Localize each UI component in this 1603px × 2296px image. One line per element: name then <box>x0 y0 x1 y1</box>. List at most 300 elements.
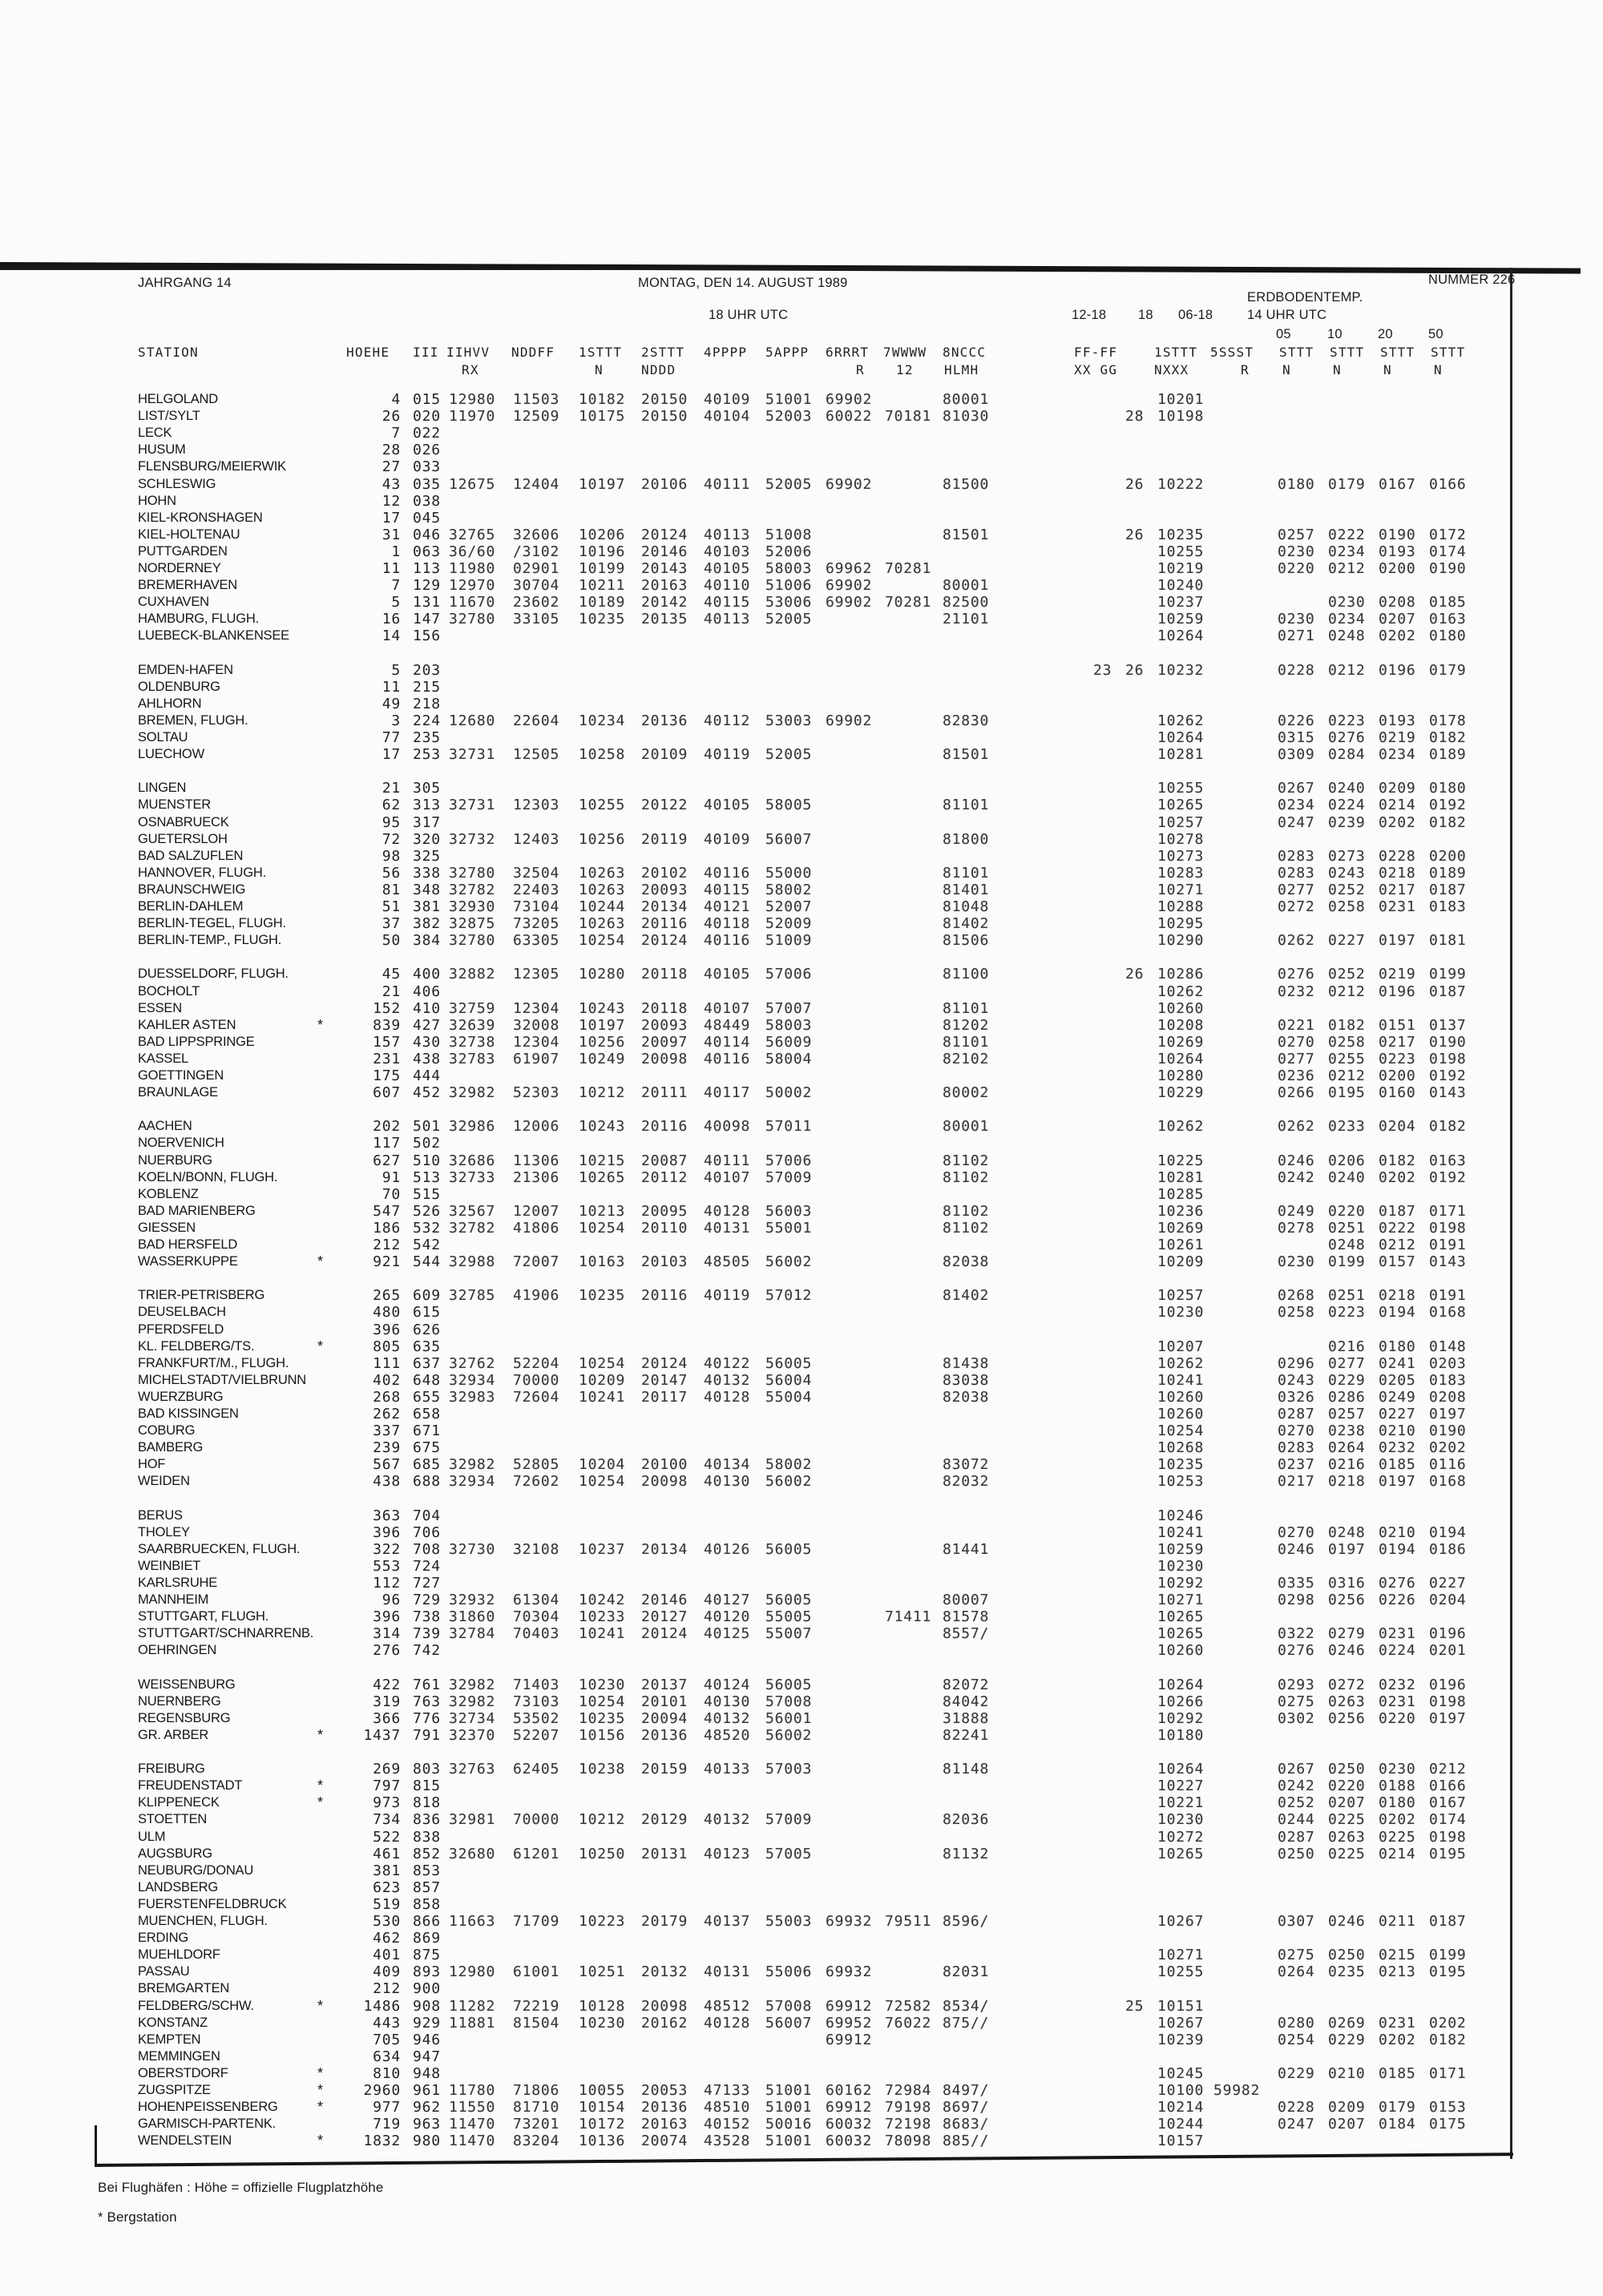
synop-group-0: 32988 <box>449 1253 496 1271</box>
table-row <box>0 594 1603 611</box>
soil-temp-05: 0296 <box>1278 1354 1315 1372</box>
station-code: 510 <box>413 1152 441 1169</box>
synop-group-6: 69902 <box>826 475 873 493</box>
soil-temp-10: 0235 <box>1328 1963 1366 1981</box>
station-height: 402 <box>373 1371 401 1389</box>
station-height: 276 <box>373 1642 401 1660</box>
synop-group-3: 20150 <box>641 408 688 426</box>
station-height: 381 <box>373 1862 401 1879</box>
synop-group-4: 40114 <box>704 1033 751 1051</box>
mountain-station-marker: * <box>317 1016 324 1033</box>
soil-temp-10: 0227 <box>1328 932 1366 950</box>
soil-temp-05: 0217 <box>1278 1473 1315 1491</box>
station-name: BRAUNSCHWEIG <box>138 882 246 897</box>
soil-temp-50: 0181 <box>1429 932 1467 950</box>
soil-temp-05: 0307 <box>1278 1913 1315 1930</box>
station-height: 5 <box>391 594 401 611</box>
table-row <box>0 2082 1603 2099</box>
temp-nxxx: 10267 <box>1157 1913 1205 1930</box>
station-code: 688 <box>413 1473 441 1491</box>
station-height: 1437 <box>363 1726 401 1744</box>
synop-group-2: 10211 <box>579 577 626 595</box>
synop-group-2: 10230 <box>579 2014 626 2032</box>
station-name: KARLSRUHE <box>138 1576 218 1590</box>
synop-group-5: 52006 <box>765 543 813 560</box>
synop-group-3: 20093 <box>641 881 688 898</box>
station-height: 11 <box>382 678 401 696</box>
synop-group-2: 10235 <box>579 611 626 628</box>
col-r: R <box>856 362 865 377</box>
synop-group-0: 32731 <box>449 746 496 764</box>
synop-group-3: 20101 <box>641 1693 688 1710</box>
station-height: 91 <box>382 1168 401 1186</box>
synop-group-0: 32639 <box>449 1016 496 1034</box>
synop-group-4: 40118 <box>704 915 751 933</box>
station-height: 973 <box>373 1794 401 1812</box>
station-name: TRIER-PETRISBERG <box>138 1288 265 1303</box>
soil-temp-50: 0201 <box>1429 1642 1467 1660</box>
soil-temp-10: 0269 <box>1328 2014 1366 2032</box>
table-row <box>0 2015 1603 2032</box>
soil-temp-05: 0262 <box>1278 1118 1315 1136</box>
synop-group-4: 40107 <box>704 999 751 1017</box>
table-row <box>0 1152 1603 1169</box>
synop-group-0: 11550 <box>449 2099 496 2116</box>
table-row <box>0 2032 1603 2048</box>
soil-temp-50: 0174 <box>1429 1811 1467 1829</box>
soil-temp-05: 0252 <box>1278 1794 1315 1812</box>
soil-temp-05: 0262 <box>1278 932 1315 950</box>
station-height: 921 <box>373 1253 401 1271</box>
station-code: 113 <box>413 560 441 577</box>
station-name: HOF <box>138 1457 166 1472</box>
synop-group-0: 32734 <box>449 1709 496 1727</box>
station-name: WENDELSTEIN <box>138 2133 232 2149</box>
station-code: 045 <box>413 509 441 527</box>
synop-group-4: 40125 <box>704 1625 751 1643</box>
station-code: 526 <box>413 1202 441 1220</box>
synop-group-4: 40109 <box>704 391 751 408</box>
soil-temp-50: 0175 <box>1429 2116 1467 2133</box>
depth-50: 50 <box>1428 327 1444 341</box>
synop-group-1: 81504 <box>513 2014 560 2032</box>
synop-group-2: 10243 <box>579 999 626 1017</box>
soil-temp-50: 0203 <box>1429 1354 1467 1372</box>
synop-group-5: 56009 <box>765 1033 813 1051</box>
station-code: 818 <box>413 1794 441 1812</box>
soil-temp-20: 0160 <box>1379 1084 1416 1102</box>
synop-group-2: 10189 <box>579 594 626 611</box>
soil-temp-20: 0276 <box>1379 1575 1416 1592</box>
soil-temp-50: 0166 <box>1429 475 1467 493</box>
journal-volume: JAHRGANG 14 <box>138 276 232 290</box>
synop-group-5: 52003 <box>765 408 813 426</box>
station-height: 314 <box>373 1625 401 1643</box>
temp-nxxx: 10260 <box>1157 1642 1205 1660</box>
soil-temp-05: 0278 <box>1278 1219 1315 1237</box>
synop-group-2: 10235 <box>579 1287 626 1305</box>
temp-nxxx: 10271 <box>1157 1592 1205 1609</box>
station-height: 567 <box>373 1456 401 1474</box>
synop-group-1: 71403 <box>513 1676 560 1693</box>
table-row <box>0 2065 1603 2082</box>
station-code: 532 <box>413 1219 441 1237</box>
station-height: 16 <box>382 611 401 628</box>
station-code: 738 <box>413 1608 441 1626</box>
soil-temp-20: 0194 <box>1379 1304 1416 1322</box>
soil-temp-10: 0179 <box>1328 475 1366 493</box>
soil-temp-05: 0302 <box>1278 1709 1315 1727</box>
synop-group-0: 11282 <box>449 1997 496 2015</box>
table-row <box>0 898 1603 915</box>
station-name: KOBLENZ <box>138 1186 199 1201</box>
station-name: ULM <box>138 1829 166 1844</box>
temp-nxxx: 10292 <box>1157 1709 1205 1727</box>
table-row <box>0 1322 1603 1338</box>
temp-nxxx: 10259 <box>1157 1540 1205 1558</box>
synop-group-3: 20093 <box>641 1016 688 1034</box>
soil-temp-20: 0214 <box>1379 1845 1416 1862</box>
synop-group-3: 20118 <box>641 999 688 1017</box>
station-name: BAD SALZUFLEN <box>138 848 244 863</box>
synop-group-3: 20111 <box>641 1084 688 1102</box>
soil-temp-10: 0220 <box>1328 1202 1366 1220</box>
wind-gg: 26 <box>1125 526 1145 543</box>
col-2sttt: 2STTT <box>641 345 685 360</box>
synop-group-3: 20159 <box>641 1761 688 1778</box>
temp-nxxx: 10244 <box>1157 2116 1205 2133</box>
soil-temp-05: 0244 <box>1278 1811 1315 1829</box>
synop-group-5: 56007 <box>765 2014 813 2032</box>
synop-group-2: 10237 <box>579 1540 626 1558</box>
synop-group-4: 48505 <box>704 1253 751 1271</box>
synop-group-5: 55005 <box>765 1608 813 1626</box>
synop-group-3: 20150 <box>641 391 688 408</box>
sunshine-5ssst: 59982 <box>1213 2082 1261 2099</box>
synop-group-4: 40134 <box>704 1456 751 1474</box>
soil-temp-50: 0168 <box>1429 1304 1467 1322</box>
temp-nxxx: 10292 <box>1157 1575 1205 1592</box>
synop-group-8: 81578 <box>943 1608 990 1626</box>
table-row <box>0 442 1603 458</box>
col-5ssst: 5SSST <box>1210 345 1254 360</box>
soil-temp-10: 0212 <box>1328 983 1366 1000</box>
table-row <box>0 1608 1603 1625</box>
synop-group-0: 32782 <box>449 881 496 898</box>
soil-temp-50: 0116 <box>1429 1456 1467 1474</box>
station-height: 112 <box>373 1575 401 1592</box>
temp-nxxx: 10230 <box>1157 1811 1205 1829</box>
synop-group-3: 20163 <box>641 577 688 595</box>
station-code: 869 <box>413 1930 441 1947</box>
table-row <box>0 746 1603 763</box>
synop-group-0: 12675 <box>449 475 496 493</box>
station-height: 21 <box>382 780 401 797</box>
mountain-station-marker: * <box>317 2064 324 2081</box>
issue-number: NUMMER 226 <box>1428 272 1516 287</box>
mountain-station-marker: * <box>317 2133 324 2149</box>
synop-group-1: 61001 <box>513 1963 560 1981</box>
station-code: 658 <box>413 1406 441 1422</box>
synop-group-2: 10238 <box>579 1761 626 1778</box>
synop-group-2: 10215 <box>579 1152 626 1169</box>
station-height: 72 <box>382 830 401 848</box>
synop-group-8: 81501 <box>943 526 990 543</box>
synop-group-8: 81102 <box>943 1202 990 1220</box>
synop-group-8: 82038 <box>943 1388 990 1406</box>
soil-temp-50: 0195 <box>1429 1963 1467 1981</box>
station-height: 14 <box>382 627 401 645</box>
station-code: 961 <box>413 2082 441 2099</box>
synop-group-4: 40128 <box>704 1388 751 1406</box>
synop-group-2: 10250 <box>579 1845 626 1862</box>
station-name: COBURG <box>138 1423 196 1439</box>
synop-group-3: 20124 <box>641 1354 688 1372</box>
table-row <box>0 1473 1603 1490</box>
soil-temp-10: 0251 <box>1328 1287 1366 1305</box>
station-code: 963 <box>413 2116 441 2133</box>
synop-group-0: 32731 <box>449 797 496 814</box>
table-row <box>0 425 1603 442</box>
station-code: 406 <box>413 983 441 1000</box>
soil-temp-50: 0163 <box>1429 1152 1467 1169</box>
soil-temp-10: 0207 <box>1328 1794 1366 1812</box>
soil-temp-20: 0208 <box>1379 594 1416 611</box>
col-ff-ff: FF-FF <box>1074 345 1118 360</box>
station-code: 947 <box>413 2048 441 2065</box>
synop-group-3: 20102 <box>641 864 688 882</box>
synop-group-4: 48520 <box>704 1726 751 1744</box>
soil-temp-20: 0190 <box>1379 526 1416 543</box>
station-name: BREMGARTEN <box>138 1981 230 1996</box>
soil-temp-10: 0234 <box>1328 543 1366 560</box>
synop-group-0: 12980 <box>449 1963 496 1981</box>
soil-temp-05: 0243 <box>1278 1371 1315 1389</box>
station-code: 739 <box>413 1625 441 1643</box>
synop-group-1: 21306 <box>513 1168 560 1186</box>
soil-temp-20: 0232 <box>1379 1439 1416 1457</box>
synop-group-3: 20116 <box>641 1118 688 1136</box>
col-4pppp: 4PPPP <box>704 345 748 360</box>
synop-group-6: 69902 <box>826 391 873 408</box>
station-name: WEIDEN <box>138 1474 190 1489</box>
station-height: 2960 <box>363 2082 401 2099</box>
synop-group-0: 31860 <box>449 1608 496 1626</box>
soil-temp-10: 0251 <box>1328 1219 1366 1237</box>
soil-temp-50: 0197 <box>1429 1709 1467 1727</box>
station-code: 035 <box>413 475 441 493</box>
temp-nxxx: 10259 <box>1157 611 1205 628</box>
col-sttt-10: STTT <box>1330 345 1365 360</box>
synop-group-7: 72198 <box>885 2116 932 2133</box>
temp-nxxx: 10235 <box>1157 1456 1205 1474</box>
station-code: 015 <box>413 391 441 408</box>
table-row <box>0 1304 1603 1321</box>
station-height: 31 <box>382 526 401 543</box>
soil-temp-50: 0187 <box>1429 983 1467 1000</box>
synop-group-2: 10154 <box>579 2099 626 2116</box>
station-name: NUERBURG <box>138 1152 212 1168</box>
table-row <box>0 1693 1603 1710</box>
temp-nxxx: 10241 <box>1157 1371 1205 1389</box>
temp-nxxx: 10240 <box>1157 577 1205 595</box>
station-code: 020 <box>413 408 441 426</box>
synop-group-5: 56002 <box>765 1726 813 1744</box>
soil-temp-50: 0192 <box>1429 797 1467 814</box>
temp-nxxx: 10269 <box>1157 1033 1205 1051</box>
synop-group-2: 10280 <box>579 966 626 983</box>
soil-temp-20: 0200 <box>1379 1067 1416 1084</box>
table-row <box>0 1998 1603 2015</box>
station-code: 382 <box>413 915 441 933</box>
temp-nxxx: 10219 <box>1157 560 1205 577</box>
station-name: BAMBERG <box>138 1440 204 1455</box>
soil-temp-10: 0233 <box>1328 1118 1366 1136</box>
table-row <box>0 1761 1603 1777</box>
station-height: 396 <box>373 1608 401 1626</box>
station-height: 1832 <box>363 2133 401 2150</box>
synop-group-3: 20124 <box>641 932 688 950</box>
synop-group-1: 12305 <box>513 966 560 983</box>
soil-temp-05: 0322 <box>1278 1625 1315 1643</box>
temp-nxxx: 10265 <box>1157 1625 1205 1643</box>
station-height: 157 <box>373 1033 401 1051</box>
temp-nxxx: 10262 <box>1157 1354 1205 1372</box>
synop-group-2: 10213 <box>579 1202 626 1220</box>
temp-nxxx: 10264 <box>1157 1050 1205 1067</box>
synop-group-8: 8596/ <box>943 1913 990 1930</box>
synop-group-3: 20103 <box>641 1253 688 1271</box>
station-code: 452 <box>413 1084 441 1102</box>
synop-group-4: 40116 <box>704 1050 751 1067</box>
station-height: 231 <box>373 1050 401 1067</box>
station-name: CUXHAVEN <box>138 595 209 610</box>
table-row <box>0 1000 1603 1017</box>
synop-group-3: 20053 <box>641 2082 688 2099</box>
table-row <box>0 2116 1603 2133</box>
station-code: 203 <box>413 661 441 679</box>
synop-group-2: 10254 <box>579 1219 626 1237</box>
synop-group-3: 20116 <box>641 1287 688 1305</box>
station-name: HAMBURG, FLUGH. <box>138 611 260 627</box>
synop-group-8: 82072 <box>943 1676 990 1693</box>
soil-temp-10: 0316 <box>1328 1575 1366 1592</box>
synop-group-2: 10128 <box>579 1997 626 2015</box>
col-6rrrt: 6RRRT <box>826 345 870 360</box>
synop-group-6: 69912 <box>826 2031 873 2048</box>
soil-temp-10: 0276 <box>1328 729 1366 746</box>
station-height: 409 <box>373 1963 401 1981</box>
synop-group-0: 32567 <box>449 1202 496 1220</box>
soil-temp-20: 0249 <box>1379 1388 1416 1406</box>
synop-group-4: 40111 <box>704 1152 751 1169</box>
soil-temp-05: 0268 <box>1278 1287 1315 1305</box>
synop-group-3: 20097 <box>641 1033 688 1051</box>
station-name: FREUDENSTADT <box>138 1778 243 1794</box>
soil-temp-50: 0182 <box>1429 1118 1467 1136</box>
synop-group-8: 8497/ <box>943 2082 990 2099</box>
synop-group-4: 40131 <box>704 1963 751 1981</box>
table-row <box>0 1829 1603 1846</box>
synop-group-6: 60022 <box>826 408 873 426</box>
synop-group-0: 32730 <box>449 1540 496 1558</box>
station-name: BERLIN-DAHLEM <box>138 899 244 914</box>
synop-group-0: 32763 <box>449 1761 496 1778</box>
station-code: 946 <box>413 2031 441 2048</box>
station-height: 366 <box>373 1709 401 1727</box>
soil-temp-50: 0171 <box>1429 1202 1467 1220</box>
soil-temp-50: 0189 <box>1429 746 1467 764</box>
soil-temp-50: 0143 <box>1429 1084 1467 1102</box>
station-height: 186 <box>373 1219 401 1237</box>
station-name: WEISSENBURG <box>138 1677 236 1692</box>
station-height: 977 <box>373 2099 401 2116</box>
synop-group-3: 20147 <box>641 1371 688 1389</box>
soil-temp-50: 0183 <box>1429 1371 1467 1389</box>
station-name: BREMEN, FLUGH. <box>138 712 248 728</box>
synop-group-1: 83204 <box>513 2133 560 2150</box>
station-name: MANNHEIM <box>138 1592 209 1608</box>
station-code: 544 <box>413 1253 441 1271</box>
synop-group-0: 32783 <box>449 1050 496 1067</box>
station-code: 655 <box>413 1388 441 1406</box>
synop-group-8: 81202 <box>943 1016 990 1034</box>
soil-temp-50: 0198 <box>1429 1828 1467 1846</box>
temp-nxxx: 10100 <box>1157 2082 1205 2099</box>
soil-temp-50: 0192 <box>1429 1168 1467 1186</box>
soil-temp-20: 0217 <box>1379 1033 1416 1051</box>
synop-group-4: 48510 <box>704 2099 751 2116</box>
synop-group-4: 40122 <box>704 1354 751 1372</box>
synop-group-5: 55000 <box>765 864 813 882</box>
col-n-20: N <box>1383 362 1392 377</box>
temp-nxxx: 10254 <box>1157 1422 1205 1440</box>
station-code: 410 <box>413 999 441 1017</box>
synop-group-3: 20095 <box>641 1202 688 1220</box>
synop-group-2: 10254 <box>579 932 626 950</box>
synop-group-3: 20137 <box>641 1676 688 1693</box>
synop-group-0: 32782 <box>449 1219 496 1237</box>
synop-group-5: 55006 <box>765 1963 813 1981</box>
temp-nxxx: 10278 <box>1157 830 1205 848</box>
soil-temp-10: 0246 <box>1328 1913 1366 1930</box>
soil-temp-05: 0234 <box>1278 797 1315 814</box>
soil-temp-20: 0188 <box>1379 1777 1416 1795</box>
soil-temp-50: 0196 <box>1429 1625 1467 1643</box>
synop-group-5: 58003 <box>765 560 813 577</box>
synop-group-5: 52005 <box>765 611 813 628</box>
synop-group-4: 40103 <box>704 543 751 560</box>
table-row <box>0 712 1603 729</box>
station-height: 265 <box>373 1287 401 1305</box>
temp-nxxx: 10264 <box>1157 729 1205 746</box>
station-height: 37 <box>382 915 401 933</box>
station-name: BERLIN-TEGEL, FLUGH. <box>138 916 286 931</box>
synop-group-1: 63305 <box>513 932 560 950</box>
period-12-18: 12-18 <box>1072 308 1107 322</box>
station-code: 635 <box>413 1338 441 1355</box>
synop-group-8: 81048 <box>943 898 990 915</box>
station-code: 063 <box>413 543 441 560</box>
synop-group-8: 80007 <box>943 1592 990 1609</box>
soil-temp-05: 0230 <box>1278 611 1315 628</box>
synop-group-0: 11470 <box>449 2116 496 2133</box>
soil-temp-20: 0223 <box>1379 1050 1416 1067</box>
soil-temp-50: 0185 <box>1429 594 1467 611</box>
temp-nxxx: 10260 <box>1157 1406 1205 1422</box>
synop-group-0: 11780 <box>449 2082 496 2099</box>
temp-nxxx: 10264 <box>1157 1676 1205 1693</box>
